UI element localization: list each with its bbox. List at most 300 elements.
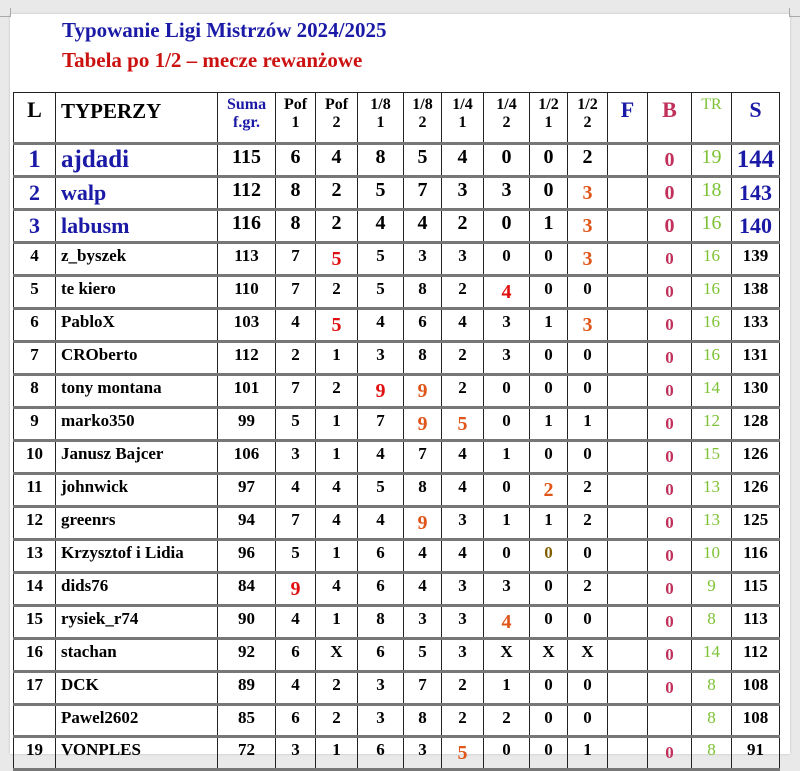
round-points-cell: 3 bbox=[442, 177, 484, 210]
round-points-cell: 0 bbox=[568, 276, 608, 309]
final-cell bbox=[608, 210, 648, 243]
column-header bbox=[692, 93, 732, 144]
bonus-cell: 0 bbox=[648, 375, 692, 408]
round-points-cell: 0 bbox=[530, 606, 568, 639]
final-cell bbox=[608, 606, 648, 639]
round-points-cell: 1 bbox=[316, 441, 358, 474]
final-cell bbox=[608, 408, 648, 441]
total-score-cell: 128 bbox=[732, 408, 780, 441]
round-points-cell: 0 bbox=[568, 375, 608, 408]
column-header bbox=[732, 93, 780, 144]
round-points-cell: 4 bbox=[316, 573, 358, 606]
rank-cell bbox=[14, 705, 56, 737]
header-line-2: 2 bbox=[332, 114, 341, 131]
column-header bbox=[530, 93, 568, 144]
round-points-cell: 9 bbox=[276, 573, 316, 606]
tr-cell: 9 bbox=[692, 573, 732, 606]
round-points-cell: 7 bbox=[276, 375, 316, 408]
tr-cell: 8 bbox=[692, 606, 732, 639]
round-points-cell: 3 bbox=[568, 210, 608, 243]
round-points-cell: 5 bbox=[358, 243, 404, 276]
round-points-cell: 0 bbox=[530, 144, 568, 177]
group-sum-cell: 85 bbox=[218, 705, 276, 737]
round-points-cell: 3 bbox=[568, 177, 608, 210]
tr-cell: 8 bbox=[692, 705, 732, 737]
round-points-cell: 1 bbox=[316, 737, 358, 770]
player-name: z_byszek bbox=[56, 243, 218, 276]
round-points-cell: 0 bbox=[530, 177, 568, 210]
bonus-cell: 0 bbox=[648, 408, 692, 441]
rank-cell: 6 bbox=[14, 309, 56, 342]
round-points-cell: 5 bbox=[276, 408, 316, 441]
bonus-cell: 0 bbox=[648, 144, 692, 177]
group-sum-cell: 106 bbox=[218, 441, 276, 474]
bonus-cell: 0 bbox=[648, 639, 692, 672]
round-points-cell: 2 bbox=[316, 375, 358, 408]
tr-cell: 16 bbox=[692, 210, 732, 243]
round-points-cell: 8 bbox=[404, 342, 442, 375]
table-row bbox=[14, 507, 780, 540]
header-line-2: 2 bbox=[502, 114, 511, 131]
round-points-cell: 0 bbox=[568, 606, 608, 639]
tr-cell: 16 bbox=[692, 276, 732, 309]
group-sum-cell: 112 bbox=[218, 177, 276, 210]
table-row bbox=[14, 375, 780, 408]
round-points-cell: 3 bbox=[442, 606, 484, 639]
round-points-cell: 6 bbox=[358, 540, 404, 573]
table-row bbox=[14, 441, 780, 474]
round-points-cell: 4 bbox=[484, 606, 530, 639]
final-cell bbox=[608, 705, 648, 737]
round-points-cell: 7 bbox=[404, 177, 442, 210]
round-points-cell: 2 bbox=[316, 177, 358, 210]
round-points-cell: 1 bbox=[484, 441, 530, 474]
final-cell bbox=[608, 540, 648, 573]
tr-cell: 12 bbox=[692, 408, 732, 441]
round-points-cell: 7 bbox=[404, 672, 442, 705]
total-score-cell: 138 bbox=[732, 276, 780, 309]
round-points-cell: 8 bbox=[358, 606, 404, 639]
round-points-cell: 5 bbox=[316, 309, 358, 342]
round-points-cell: 1 bbox=[568, 737, 608, 770]
table-row bbox=[14, 705, 780, 737]
round-points-cell: 4 bbox=[442, 474, 484, 507]
total-score-cell: 108 bbox=[732, 672, 780, 705]
group-sum-cell: 84 bbox=[218, 573, 276, 606]
total-score-cell: 143 bbox=[732, 177, 780, 210]
round-points-cell: 3 bbox=[358, 705, 404, 737]
round-points-cell: 5 bbox=[404, 144, 442, 177]
round-points-cell: 1 bbox=[530, 309, 568, 342]
player-name: te kiero bbox=[56, 276, 218, 309]
round-points-cell: 8 bbox=[276, 177, 316, 210]
round-points-cell: 1 bbox=[484, 507, 530, 540]
round-points-cell: 5 bbox=[316, 243, 358, 276]
final-cell bbox=[608, 672, 648, 705]
round-points-cell: 4 bbox=[484, 276, 530, 309]
total-score-cell: 133 bbox=[732, 309, 780, 342]
player-name: marko350 bbox=[56, 408, 218, 441]
final-cell bbox=[608, 737, 648, 770]
round-points-cell: X bbox=[568, 639, 608, 672]
player-name: stachan bbox=[56, 639, 218, 672]
round-points-cell: 0 bbox=[484, 737, 530, 770]
column-header bbox=[484, 93, 530, 144]
final-cell bbox=[608, 243, 648, 276]
round-points-cell: 0 bbox=[530, 672, 568, 705]
round-points-cell: 5 bbox=[404, 639, 442, 672]
round-points-cell: 3 bbox=[484, 309, 530, 342]
group-sum-cell: 110 bbox=[218, 276, 276, 309]
round-points-cell: 7 bbox=[276, 507, 316, 540]
group-sum-cell: 96 bbox=[218, 540, 276, 573]
round-points-cell: 3 bbox=[442, 243, 484, 276]
rank-cell: 19 bbox=[14, 737, 56, 770]
header-line-2: 1 bbox=[544, 114, 553, 131]
bonus-cell: 0 bbox=[648, 210, 692, 243]
rank-cell: 2 bbox=[14, 177, 56, 210]
round-points-cell: 4 bbox=[442, 540, 484, 573]
player-name: CROberto bbox=[56, 342, 218, 375]
final-cell bbox=[608, 144, 648, 177]
round-points-cell: 4 bbox=[404, 573, 442, 606]
header-line-2: f.gr. bbox=[233, 114, 260, 131]
round-points-cell: 1 bbox=[484, 672, 530, 705]
rank-cell: 10 bbox=[14, 441, 56, 474]
header-line-1: Suma bbox=[226, 96, 267, 113]
final-cell bbox=[608, 375, 648, 408]
header-line-1: 1/4 bbox=[452, 96, 473, 113]
rank-cell: 13 bbox=[14, 540, 56, 573]
round-points-cell: 3 bbox=[568, 243, 608, 276]
round-points-cell: 8 bbox=[276, 210, 316, 243]
group-sum-cell: 115 bbox=[218, 144, 276, 177]
group-sum-cell: 94 bbox=[218, 507, 276, 540]
bonus-cell: 0 bbox=[648, 276, 692, 309]
bonus-cell: 0 bbox=[648, 474, 692, 507]
group-sum-cell: 99 bbox=[218, 408, 276, 441]
total-score-cell: 91 bbox=[732, 737, 780, 770]
round-points-cell: 2 bbox=[316, 672, 358, 705]
group-sum-cell: 89 bbox=[218, 672, 276, 705]
tr-cell: 10 bbox=[692, 540, 732, 573]
table-row bbox=[14, 177, 780, 210]
round-points-cell: 4 bbox=[404, 540, 442, 573]
player-name: PabloX bbox=[56, 309, 218, 342]
player-name: Krzysztof i Lidia bbox=[56, 540, 218, 573]
round-points-cell: 7 bbox=[404, 441, 442, 474]
round-points-cell: 0 bbox=[568, 342, 608, 375]
column-header bbox=[442, 93, 484, 144]
round-points-cell: 6 bbox=[276, 144, 316, 177]
round-points-cell: 5 bbox=[442, 737, 484, 770]
bonus-cell: 0 bbox=[648, 342, 692, 375]
header-line-2: 1 bbox=[376, 114, 385, 131]
round-points-cell: 3 bbox=[442, 639, 484, 672]
bonus-cell: 0 bbox=[648, 540, 692, 573]
header-line-1: F bbox=[620, 97, 635, 122]
header-line-1: 1/8 bbox=[412, 96, 433, 113]
column-header bbox=[276, 93, 316, 144]
header-line-1: 1/2 bbox=[577, 96, 598, 113]
rank-cell: 11 bbox=[14, 474, 56, 507]
round-points-cell: 3 bbox=[276, 441, 316, 474]
bonus-cell: 0 bbox=[648, 606, 692, 639]
round-points-cell: 0 bbox=[484, 540, 530, 573]
round-points-cell: 4 bbox=[316, 507, 358, 540]
round-points-cell: 6 bbox=[358, 639, 404, 672]
round-points-cell: 0 bbox=[530, 342, 568, 375]
rank-cell: 7 bbox=[14, 342, 56, 375]
bonus-cell: 0 bbox=[648, 737, 692, 770]
round-points-cell: 1 bbox=[316, 606, 358, 639]
bonus-cell: 0 bbox=[648, 177, 692, 210]
round-points-cell: 3 bbox=[358, 672, 404, 705]
header-line-1: L bbox=[27, 97, 42, 122]
column-header bbox=[316, 93, 358, 144]
table-row bbox=[14, 737, 780, 770]
column-header bbox=[358, 93, 404, 144]
header-line-1: TR bbox=[701, 96, 722, 113]
total-score-cell: 139 bbox=[732, 243, 780, 276]
bonus-cell: 0 bbox=[648, 573, 692, 606]
final-cell bbox=[608, 276, 648, 309]
group-sum-cell: 112 bbox=[218, 342, 276, 375]
round-points-cell: 4 bbox=[358, 309, 404, 342]
corner-mark bbox=[0, 8, 11, 17]
round-points-cell: 9 bbox=[404, 507, 442, 540]
player-name: tony montana bbox=[56, 375, 218, 408]
header-line-1: 1/4 bbox=[496, 96, 517, 113]
table-row bbox=[14, 210, 780, 243]
total-score-cell: 108 bbox=[732, 705, 780, 737]
final-cell bbox=[608, 474, 648, 507]
header-line-1: 1/2 bbox=[538, 96, 559, 113]
round-points-cell: 0 bbox=[484, 474, 530, 507]
round-points-cell: 2 bbox=[568, 474, 608, 507]
player-name: dids76 bbox=[56, 573, 218, 606]
header-line-1: 1/8 bbox=[370, 96, 391, 113]
round-points-cell: 3 bbox=[484, 342, 530, 375]
group-sum-cell: 116 bbox=[218, 210, 276, 243]
total-score-cell: 131 bbox=[732, 342, 780, 375]
round-points-cell: 0 bbox=[484, 243, 530, 276]
rank-cell: 4 bbox=[14, 243, 56, 276]
table-row bbox=[14, 144, 780, 177]
total-score-cell: 140 bbox=[732, 210, 780, 243]
round-points-cell: 5 bbox=[358, 474, 404, 507]
table-row bbox=[14, 540, 780, 573]
group-sum-cell: 97 bbox=[218, 474, 276, 507]
round-points-cell: 1 bbox=[530, 408, 568, 441]
round-points-cell: 1 bbox=[316, 342, 358, 375]
round-points-cell: 4 bbox=[442, 309, 484, 342]
standings-table bbox=[13, 92, 780, 771]
round-points-cell: 3 bbox=[404, 243, 442, 276]
header-line-2: 2 bbox=[418, 114, 427, 131]
round-points-cell: 0 bbox=[568, 441, 608, 474]
round-points-cell: 0 bbox=[484, 375, 530, 408]
header-line-2: 2 bbox=[583, 114, 592, 131]
player-name: ajdadi bbox=[56, 144, 218, 177]
player-name: greenrs bbox=[56, 507, 218, 540]
tr-cell: 16 bbox=[692, 342, 732, 375]
round-points-cell: 4 bbox=[316, 474, 358, 507]
round-points-cell: 0 bbox=[484, 210, 530, 243]
round-points-cell: 4 bbox=[442, 144, 484, 177]
total-score-cell: 130 bbox=[732, 375, 780, 408]
table-row bbox=[14, 474, 780, 507]
round-points-cell: 9 bbox=[404, 375, 442, 408]
tr-cell: 13 bbox=[692, 474, 732, 507]
table-row bbox=[14, 639, 780, 672]
round-points-cell: 2 bbox=[484, 705, 530, 737]
tr-cell: 8 bbox=[692, 672, 732, 705]
round-points-cell: 0 bbox=[530, 737, 568, 770]
round-points-cell: 0 bbox=[530, 375, 568, 408]
round-points-cell: 4 bbox=[276, 606, 316, 639]
round-points-cell: 1 bbox=[568, 408, 608, 441]
round-points-cell: 2 bbox=[316, 705, 358, 737]
table-row bbox=[14, 573, 780, 606]
rank-cell: 17 bbox=[14, 672, 56, 705]
final-cell bbox=[608, 342, 648, 375]
total-score-cell: 112 bbox=[732, 639, 780, 672]
rank-cell: 8 bbox=[14, 375, 56, 408]
round-points-cell: 5 bbox=[358, 177, 404, 210]
round-points-cell: 0 bbox=[568, 705, 608, 737]
round-points-cell: X bbox=[530, 639, 568, 672]
round-points-cell: 2 bbox=[568, 507, 608, 540]
round-points-cell: 4 bbox=[404, 210, 442, 243]
round-points-cell: X bbox=[316, 639, 358, 672]
column-header bbox=[56, 93, 218, 144]
final-cell bbox=[608, 177, 648, 210]
bonus-cell: 0 bbox=[648, 243, 692, 276]
round-points-cell: 4 bbox=[316, 144, 358, 177]
round-points-cell: 0 bbox=[484, 144, 530, 177]
column-header bbox=[404, 93, 442, 144]
total-score-cell: 113 bbox=[732, 606, 780, 639]
round-points-cell: 1 bbox=[316, 540, 358, 573]
round-points-cell: 6 bbox=[404, 309, 442, 342]
round-points-cell: 2 bbox=[442, 210, 484, 243]
round-points-cell: 2 bbox=[442, 705, 484, 737]
tr-cell: 13 bbox=[692, 507, 732, 540]
table-row bbox=[14, 606, 780, 639]
header-line-1: S bbox=[749, 97, 762, 122]
round-points-cell: 4 bbox=[358, 507, 404, 540]
tr-cell: 16 bbox=[692, 243, 732, 276]
column-header bbox=[218, 93, 276, 144]
player-name: johnwick bbox=[56, 474, 218, 507]
round-points-cell: 0 bbox=[530, 573, 568, 606]
round-points-cell: 2 bbox=[442, 342, 484, 375]
round-points-cell: 3 bbox=[568, 309, 608, 342]
round-points-cell: 3 bbox=[404, 737, 442, 770]
round-points-cell: 3 bbox=[276, 737, 316, 770]
round-points-cell: 4 bbox=[276, 309, 316, 342]
round-points-cell: 6 bbox=[358, 573, 404, 606]
total-score-cell: 144 bbox=[732, 144, 780, 177]
player-name: Janusz Bajcer bbox=[56, 441, 218, 474]
round-points-cell: 0 bbox=[530, 705, 568, 737]
table-row bbox=[14, 276, 780, 309]
round-points-cell: 4 bbox=[358, 210, 404, 243]
final-cell bbox=[608, 573, 648, 606]
total-score-cell: 116 bbox=[732, 540, 780, 573]
round-points-cell: 1 bbox=[530, 210, 568, 243]
round-points-cell: 2 bbox=[442, 672, 484, 705]
group-sum-cell: 113 bbox=[218, 243, 276, 276]
round-points-cell: 8 bbox=[404, 705, 442, 737]
document-subtitle: Tabela po 1/2 – mecze rewanżowe bbox=[62, 48, 363, 72]
player-name: DCK bbox=[56, 672, 218, 705]
group-sum-cell: 90 bbox=[218, 606, 276, 639]
table-row bbox=[14, 408, 780, 441]
table-row bbox=[14, 342, 780, 375]
rank-cell: 1 bbox=[14, 144, 56, 177]
final-cell bbox=[608, 309, 648, 342]
header-line-1: Pof bbox=[324, 96, 349, 113]
round-points-cell: 6 bbox=[276, 639, 316, 672]
bonus-cell: 0 bbox=[648, 309, 692, 342]
bonus-cell: 0 bbox=[648, 441, 692, 474]
bonus-cell: 0 bbox=[648, 507, 692, 540]
tr-cell: 15 bbox=[692, 441, 732, 474]
round-points-cell: 0 bbox=[568, 672, 608, 705]
round-points-cell: 2 bbox=[316, 276, 358, 309]
round-points-cell: 3 bbox=[442, 507, 484, 540]
round-points-cell: 5 bbox=[358, 276, 404, 309]
round-points-cell: 2 bbox=[530, 474, 568, 507]
header-row bbox=[14, 93, 780, 144]
rank-cell: 3 bbox=[14, 210, 56, 243]
round-points-cell: 4 bbox=[276, 474, 316, 507]
round-points-cell: 0 bbox=[568, 540, 608, 573]
round-points-cell: 3 bbox=[442, 573, 484, 606]
column-header bbox=[568, 93, 608, 144]
column-header bbox=[14, 93, 56, 144]
player-name: labusm bbox=[56, 210, 218, 243]
total-score-cell: 126 bbox=[732, 474, 780, 507]
rank-cell: 15 bbox=[14, 606, 56, 639]
total-score-cell: 125 bbox=[732, 507, 780, 540]
round-points-cell: 0 bbox=[530, 276, 568, 309]
round-points-cell: 5 bbox=[276, 540, 316, 573]
player-name: walp bbox=[56, 177, 218, 210]
tr-cell: 14 bbox=[692, 375, 732, 408]
round-points-cell: 9 bbox=[358, 375, 404, 408]
round-points-cell: 2 bbox=[316, 210, 358, 243]
rank-cell: 16 bbox=[14, 639, 56, 672]
bonus-cell bbox=[648, 705, 692, 737]
column-header bbox=[648, 93, 692, 144]
group-sum-cell: 72 bbox=[218, 737, 276, 770]
document-title: Typowanie Ligi Mistrzów 2024/2025 bbox=[62, 18, 387, 42]
table-row bbox=[14, 672, 780, 705]
round-points-cell: 3 bbox=[484, 177, 530, 210]
round-points-cell: 2 bbox=[442, 276, 484, 309]
total-score-cell: 115 bbox=[732, 573, 780, 606]
tr-cell: 18 bbox=[692, 177, 732, 210]
round-points-cell: 6 bbox=[358, 737, 404, 770]
rank-cell: 14 bbox=[14, 573, 56, 606]
round-points-cell: 4 bbox=[358, 441, 404, 474]
group-sum-cell: 92 bbox=[218, 639, 276, 672]
group-sum-cell: 103 bbox=[218, 309, 276, 342]
rank-cell: 9 bbox=[14, 408, 56, 441]
